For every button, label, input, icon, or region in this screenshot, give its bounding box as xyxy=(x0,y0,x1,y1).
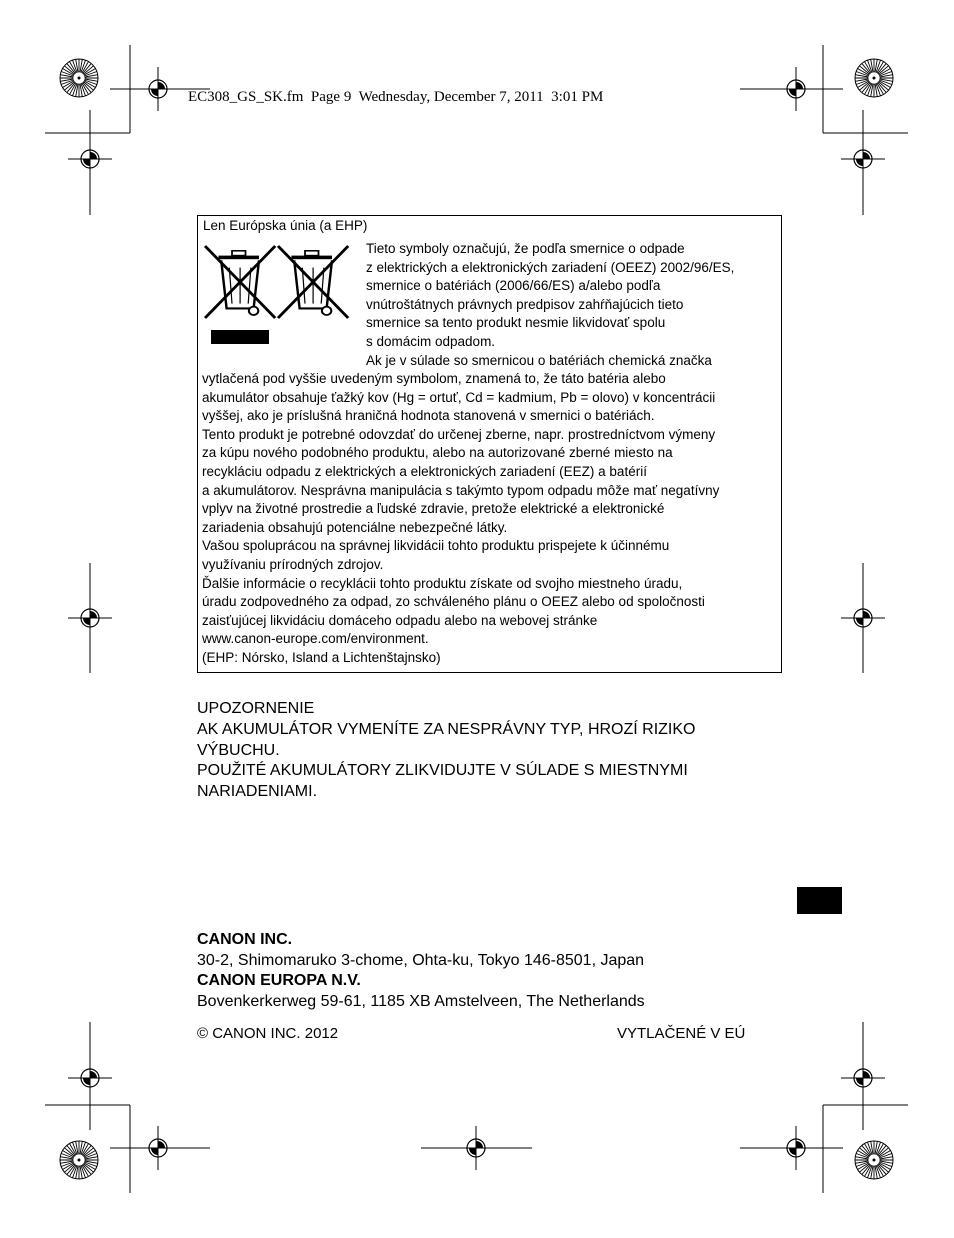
body-line: akumulátor obsahuje ťažký kov (Hg = ortuť, Cd = kadmium, Pb = olovo) v koncentrácii xyxy=(202,389,716,405)
copyright-notice: © CANON INC. 2012 xyxy=(197,1025,339,1042)
company-info xyxy=(197,930,645,1013)
registration-mark-icon xyxy=(68,1056,112,1100)
body-line: zaisťujúcej likvidáciu domáceho odpadu alebo na webovej stránke xyxy=(202,612,598,628)
registration-mark-icon xyxy=(68,137,112,181)
registration-mark-icon xyxy=(68,596,112,640)
body-line: recykláciu odpadu z elektrických a elektronických zariadení (EEZ) a batérií xyxy=(202,463,647,479)
company-name: CANON INC. xyxy=(197,931,293,948)
crossed-out-wheelie-bin-icon xyxy=(205,246,275,318)
warning-line: VÝBUCHU. xyxy=(197,741,280,759)
company-address: Bovenkerkerweg 59-61, 1185 XB Amstelveen, The Netherlands xyxy=(197,993,645,1011)
intro-line: Tieto symboly označujú, že podľa smernice o odpade xyxy=(366,241,685,256)
registration-mark-icon xyxy=(841,1056,885,1100)
registration-mark-icon xyxy=(841,137,885,181)
notice-title: Len Európska únia (a EHP) xyxy=(203,218,368,233)
body-line: zariadenia obsahujú potenciálne nebezpečné látky. xyxy=(202,519,508,535)
registration-mark-icon xyxy=(841,596,885,640)
body-line: Ďalšie informácie o recyklácii tohto produktu získate od svojho miestneho úradu, xyxy=(202,575,683,591)
intro-line: z elektrických a elektronických zariadení (OEEZ) 2002/96/ES, xyxy=(366,259,735,275)
weee-symbols xyxy=(203,242,353,352)
registration-mark-icon xyxy=(136,1126,180,1170)
intro-line: vnútroštátnych právnych predpisov zahŕňajúcich tieto xyxy=(366,296,684,312)
intro-line: smernice sa tento produkt nesmie likvidovať spolu xyxy=(366,315,666,331)
company-address: 30-2, Shimomaruko 3-chome, Ohta-ku, Tokyo 146-8501, Japan xyxy=(197,951,645,969)
body-line: vplyv na životné prostredie a ľudské zdravie, pretože elektrické a elektronické xyxy=(202,501,665,517)
body-line: a akumulátorov. Nesprávna manipulácia s takýmto typom odpadu môže mať negatívny xyxy=(202,482,720,498)
warning-line: POUŽITÉ AKUMULÁTORY ZLIKVIDUJTE V SÚLADE S MIESTNYMI xyxy=(197,762,688,780)
body-line: úradu zodpovedného za odpad, zo schváleného plánu o OEEZ alebo od spoločnosti xyxy=(202,594,705,610)
intro-line: s domácim odpadom. xyxy=(366,333,496,349)
registration-mark-icon xyxy=(454,1126,498,1170)
warning-heading: UPOZORNENIE xyxy=(197,700,315,717)
section-thumb-tab xyxy=(797,887,842,914)
body-line: www.canon-europe.com/environment. xyxy=(202,631,429,647)
notice-body xyxy=(202,370,719,668)
registration-mark-icon xyxy=(774,67,818,111)
warning-line: NARIADENIAMI. xyxy=(197,783,318,801)
warning-line: AK AKUMULÁTOR VYMENÍTE ZA NESPRÁVNY TYP, HROZÍ RIZIKO xyxy=(197,720,696,738)
body-line: využívaniu prírodných zdrojov. xyxy=(202,556,384,572)
file-info-header: EC308_GS_SK.fm Page 9 Wednesday, December 7, 2011 3:01 PM xyxy=(188,89,604,105)
body-line: Vašou spoluprácou na správnej likvidácii tohto produktu prispejete k účinnému xyxy=(202,538,670,554)
body-line: vytlačená pod vyššie uvedeným symbolom, znamená to, že táto batéria alebo xyxy=(202,371,666,386)
intro-line: Ak je v súlade so smernicou o batériách chemická značka xyxy=(366,352,712,368)
body-line: (EHP: Nórsko, Island a Lichtenštajnsko) xyxy=(202,649,441,665)
company-name: CANON EUROPA N.V. xyxy=(197,972,361,990)
printed-in-label: VYTLAČENÉ V EÚ xyxy=(617,1025,746,1042)
registration-mark-icon xyxy=(136,67,180,111)
star-target-icon xyxy=(855,1141,893,1179)
star-target-icon xyxy=(60,59,98,97)
body-line: Tento produkt je potrebné odovzdať do určenej zberne, napr. prostredníctvom výmeny xyxy=(202,426,716,442)
notice-intro xyxy=(366,240,734,370)
body-line: vyššej, ako je príslušná hraničná hodnota stanovená v smernici o batériách. xyxy=(202,408,655,424)
star-target-icon xyxy=(855,59,893,97)
crossed-out-wheelie-bin-icon xyxy=(278,246,348,318)
battery-warning xyxy=(197,699,696,803)
chemical-symbol-bar xyxy=(211,330,269,344)
star-target-icon xyxy=(60,1141,98,1179)
intro-line: smernice o batériách (2006/66/ES) a/alebo podľa xyxy=(366,278,661,294)
weee-notice-box xyxy=(197,215,782,673)
registration-mark-icon xyxy=(774,1126,818,1170)
body-line: za kúpu nového podobného produktu, alebo na autorizované zberné miesto na xyxy=(202,445,673,461)
